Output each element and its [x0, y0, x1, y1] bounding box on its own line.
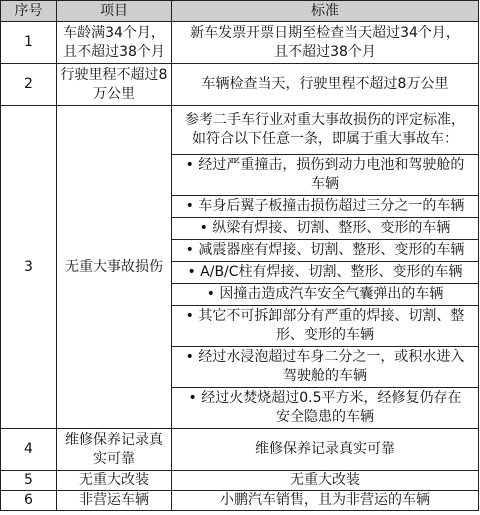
criteria-item: • 经过严重撞击，损伤到动力电池和驾驶舱的 车辆 [172, 155, 478, 196]
table-row [1, 106, 479, 429]
row-item: 无重大改装 [57, 471, 172, 491]
criteria-item: • 车身后翼子板撞击损伤超过三分之一的车辆 [172, 196, 478, 218]
table-row [1, 429, 479, 471]
criteria-intro: 参考二手车行业对重大事故损伤的评定标准， 如符合以下任意一条，即属于重大事故车： [185, 112, 465, 147]
row-standard: 新车发票开票日期至检查当天超过34个月， 且不超过38个月 [172, 22, 479, 64]
header-no: 序号 [1, 1, 57, 22]
row-standard: 小鹏汽车销售，且为非营运的车辆 [172, 491, 479, 511]
criteria-item: • 经过火焚烧超过0.5平方米，经修复仍存在 安全隐患的车辆 [172, 388, 478, 429]
header-item: 项目 [57, 1, 172, 22]
row-standard-criteria [172, 106, 479, 429]
header-row [1, 1, 479, 22]
table-row [1, 491, 479, 511]
row-item: 行驶里程不超过8 万公里 [57, 64, 172, 106]
criteria-item: • A/B/C柱有焊接、切割、整形、变形的车辆 [172, 262, 478, 284]
row-no: 5 [1, 471, 57, 491]
table-row [1, 64, 479, 106]
table-row [1, 22, 479, 64]
row-item: 车龄满34个月， 且不超过38个月 [57, 22, 172, 64]
header-standard: 标准 [172, 1, 479, 22]
row-no: 3 [1, 106, 57, 429]
row-no: 4 [1, 429, 57, 471]
row-standard: 无重大改装 [172, 471, 479, 491]
row-no: 6 [1, 491, 57, 511]
criteria-item: • 因撞击造成汽车安全气囊弹出的车辆 [172, 284, 478, 306]
row-no: 2 [1, 64, 57, 106]
criteria-list [172, 106, 478, 428]
row-item: 维修保养记录真 实可靠 [57, 429, 172, 471]
criteria-item: • 经过水浸泡超过车身二分之一，或积水进入 驾驶舱的车辆 [172, 347, 478, 388]
criteria-item: • 其它不可拆卸部分有严重的焊接、切割、整 形、变形的车辆 [172, 306, 478, 347]
table-row [1, 471, 479, 491]
criteria-item: • 纵梁有焊接、切割、整形、变形的车辆 [172, 218, 478, 240]
row-item: 无重大事故损伤 [57, 106, 172, 429]
row-item: 非营运车辆 [57, 491, 172, 511]
row-standard: 维修保养记录真实可靠 [172, 429, 479, 471]
row-standard: 车辆检查当天，行驶里程不超过8万公里 [172, 64, 479, 106]
criteria-item: • 减震器座有焊接、切割、整形、变形的车辆 [172, 240, 478, 262]
row-no: 1 [1, 22, 57, 64]
